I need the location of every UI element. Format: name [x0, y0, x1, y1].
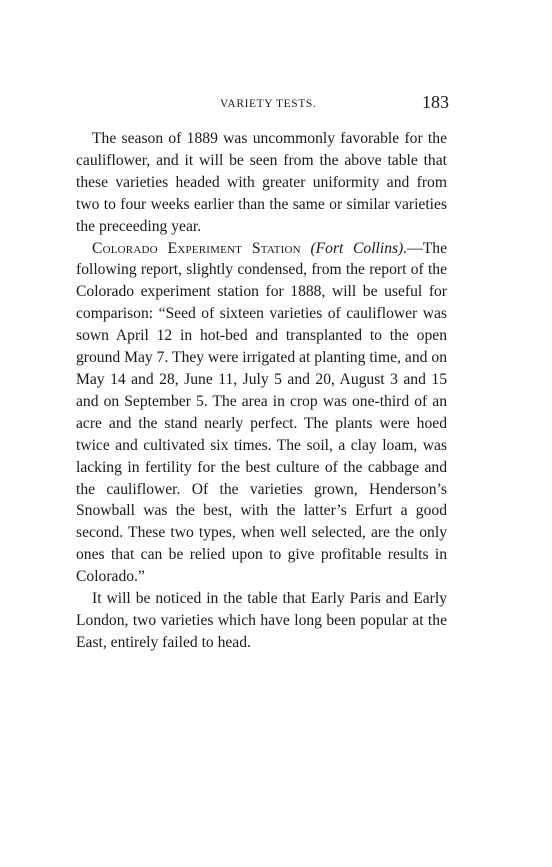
page-number: 183: [422, 92, 449, 112]
section-location: (Fort Collins).: [310, 239, 408, 257]
running-head: [0, 92, 552, 116]
paragraph-colorado-station: [76, 238, 447, 589]
paragraph-early-paris: It will be noticed in the table that Early Paris and Early London, two varieties which have long been popular at the East, entirely failed to head.: [76, 590, 447, 651]
paragraph-season-1889: The season of 1889 was uncommonly favorable for the cauliflower, and it will be seen from the above table that these varieties headed with greater uniformity and from two to four weeks earlier than the same or similar varieties the preceeding year.: [76, 130, 447, 235]
heading-dash: —: [407, 239, 423, 257]
colorado-report-text: The following report, slightly condensed, from the report of the Colorado experiment station for 1888, will be useful for comparison: “Seed of sixteen varieties of cauliflower was sown April 12 in hot-bed and transplanted to the open ground May 7. They were irrigated at planting time, and on May 14 and 28, June 11, July 5 and 20, August 3 and 15 and on September 5. The area in crop was one-third of an acre and the stand nearly perfect. The plants were hoed twice and cultivated six times. The soil, a clay loam, was lacking in fertility for the best culture of the cabbage and the cauliflower. Of the varieties grown, Henderson’s Snowball was the best, with the latter’s Erfurt a good second. These two types, when well selected, are the only ones that can be relied upon to give profitable results in Colorado.”: [76, 239, 447, 586]
body-text: [76, 128, 447, 654]
section-heading: Colorado Experiment Station: [92, 239, 301, 257]
running-title: VARIETY TESTS.: [220, 98, 317, 110]
